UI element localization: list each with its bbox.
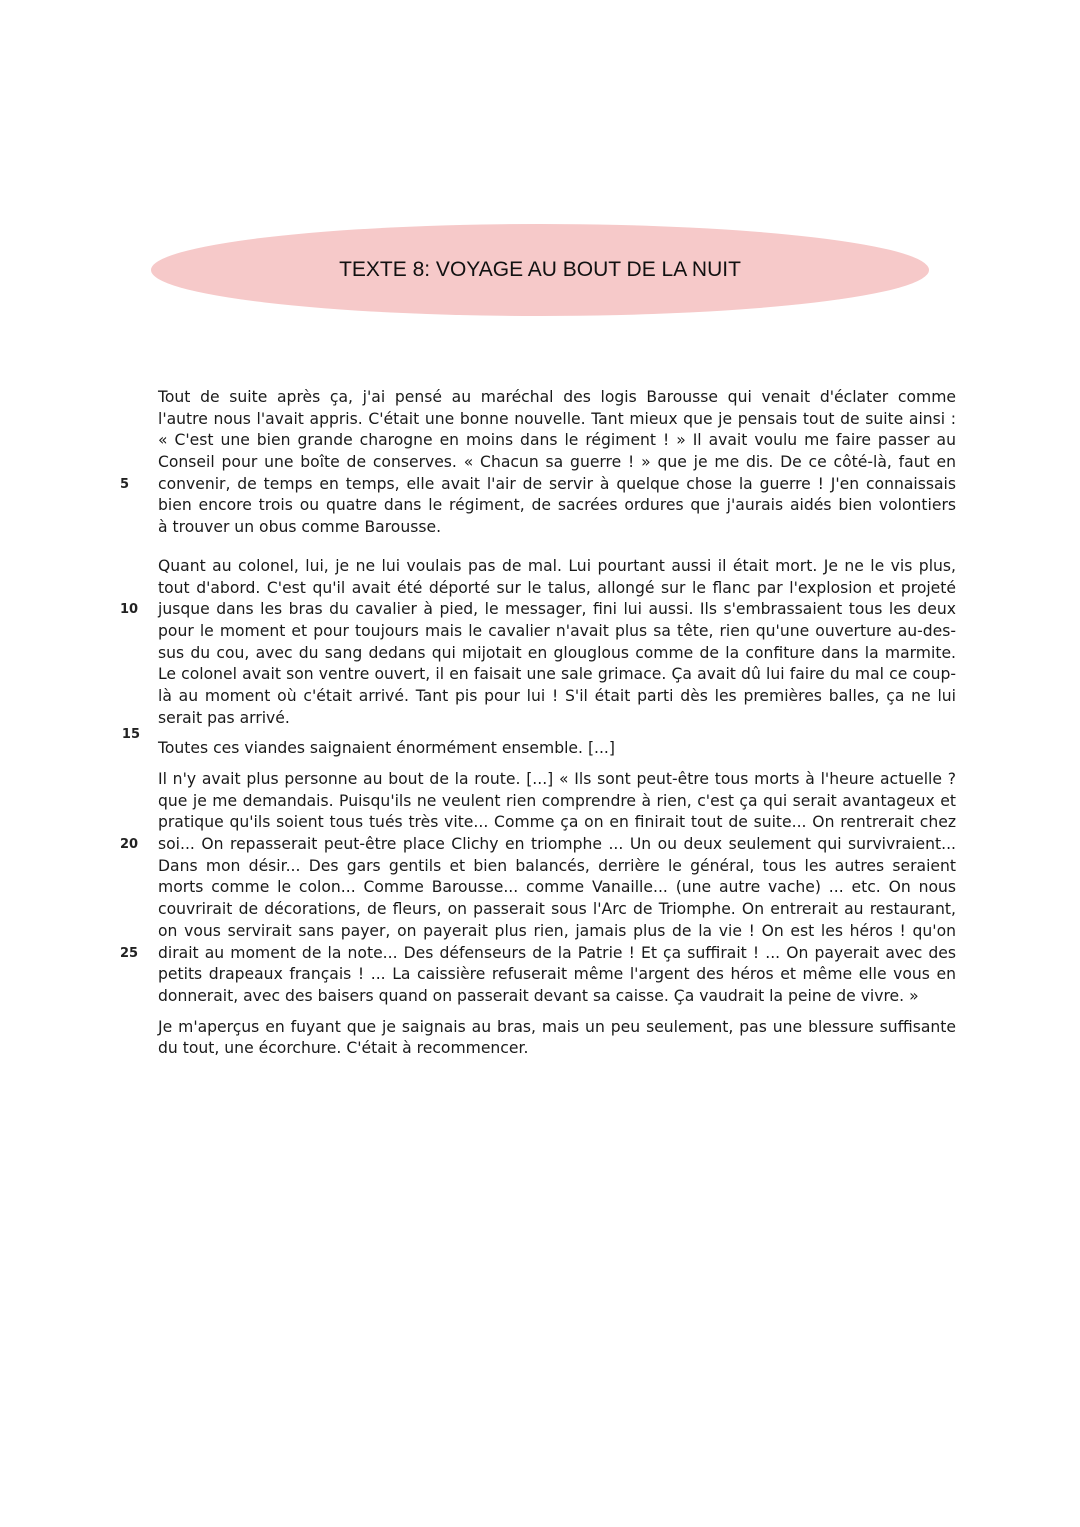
text-line: pratique qu'ils soient tous tués très vite... Comme ça on en finirait tout de suite... On rentrerait chez	[158, 813, 956, 832]
text-body	[120, 387, 956, 1060]
text-line-content: dirait au moment de la note... Des défenseurs de la Patrie ! Et ça suffirait ! ... On payerait avec des	[158, 943, 956, 962]
text-line: « C'est une bien grande charogne en moins dans le régiment ! » Il avait voulu me faire passer au	[158, 431, 956, 450]
text-line: à trouver un obus comme Barousse.	[158, 518, 442, 537]
text-line	[120, 834, 956, 856]
line-number: 5	[120, 476, 130, 492]
line-number: 15	[121, 727, 140, 743]
text-line-content: soi... On repasserait peut-être place Clichy en triomphe ... Un ou deux seulement qui survivraient...	[158, 835, 956, 854]
text-line: Je m'aperçus en fuyant que je saignais au bras, mais un peu seulement, pas une blessure suffisante	[158, 1017, 956, 1036]
text-line: l'autre nous l'avait appris. C'était une bonne nouvelle. Tant mieux que je pensais tout de suite ainsi :	[158, 409, 956, 428]
line-number: 20	[120, 837, 139, 853]
text-line: tout d'abord. C'est qu'il avait été déporté sur le talus, allongé sur le flanc par l'explosion et projeté	[158, 578, 956, 597]
text-line: couvrirait de décorations, de fleurs, on passerait sous l'Arc de Triomphe. On entrerait au restaurant,	[158, 900, 956, 919]
text-line: serait pas arrivé.	[158, 708, 290, 727]
line-number: 25	[120, 945, 139, 961]
text-line: donnerait, avec des baisers quand on passerait devant sa caisse. Ça vaudrait la peine de vivre. »	[158, 986, 919, 1005]
paragraph-5	[158, 1017, 956, 1060]
text-line: petits drapeaux français ! ... La caissière refuserait même l'argent des héros et même elle vous en	[158, 965, 956, 984]
text-line: on vous servirait sans payer, on payerait plus rien, jamais plus de la vie ! On est les héros ! qu'on	[158, 921, 956, 940]
text-line: Le colonel avait son ventre ouvert, il en faisait une sale grimace. Ça avait dû lui faire du mal ce coup-	[158, 665, 956, 684]
text-line: Dans mon désir... Des gars gentils et bien balancés, derrière le général, tous les autres seraient	[158, 856, 956, 875]
paragraph-2	[120, 556, 956, 730]
text-line	[120, 474, 956, 496]
text-line	[120, 943, 956, 965]
text-line: pour le moment et pour toujours mais le cavalier n'avait plus sa tête, rien qu'une ouverture au-des-	[158, 621, 956, 640]
text-line: du tout, une écorchure. C'était à recommencer.	[158, 1039, 529, 1058]
paragraph-3	[158, 738, 956, 760]
text-line: Il n'y avait plus personne au bout de la route. [...] « Ils sont peut-être tous morts à l'heure actuelle ?	[158, 770, 956, 788]
text-line: que je me demandais. Puisqu'ils ne veulent rien comprendre à rien, c'est ça qui serait avantageux et	[158, 791, 956, 810]
text-line: morts comme le colon... Comme Barousse... comme Vanaille... (une autre vache) ... etc. On nous	[158, 878, 956, 897]
text-line: Tout de suite après ça, j'ai pensé au maréchal des logis Barousse qui venait d'éclater comme	[158, 388, 956, 406]
paragraph-4	[120, 769, 956, 1008]
page-title: TEXTE 8: VOYAGE AU BOUT DE LA NUIT	[339, 258, 741, 281]
text-line: Conseil pour une boîte de conserves. « Chacun sa guerre ! » que je me dis. De ce côté-là, faut en	[158, 453, 956, 472]
text-line: Toutes ces viandes saignaient énormément ensemble. [...]	[158, 739, 615, 758]
text-line-content: convenir, de temps en temps, elle avait l'air de servir à quelque chose la guerre ! J'en connaissais	[158, 474, 956, 493]
text-line: Quant au colonel, lui, je ne lui voulais pas de mal. Lui pourtant aussi il était mort. Je ne le vis plus,	[158, 556, 956, 575]
paragraph-1	[120, 387, 956, 539]
text-line-content: jusque dans les bras du cavalier à pied, le messager, fini lui aussi. Ils s'embrassaient tous les deux	[158, 600, 956, 619]
text-line: sus du cou, avec du sang dedans qui mijotait en glouglous comme de la confiture dans la marmite.	[158, 643, 956, 662]
text-line: là au moment où c'était arrivé. Tant pis pour lui ! S'il était parti dès les premières balles, ça ne lui	[158, 686, 956, 705]
text-line	[120, 599, 956, 621]
line-number: 10	[120, 602, 139, 618]
title-banner	[151, 224, 929, 316]
text-line: bien encore trois ou quatre dans le régiment, de sacrées ordures que j'aurais aidés bien volontiers	[158, 496, 956, 515]
